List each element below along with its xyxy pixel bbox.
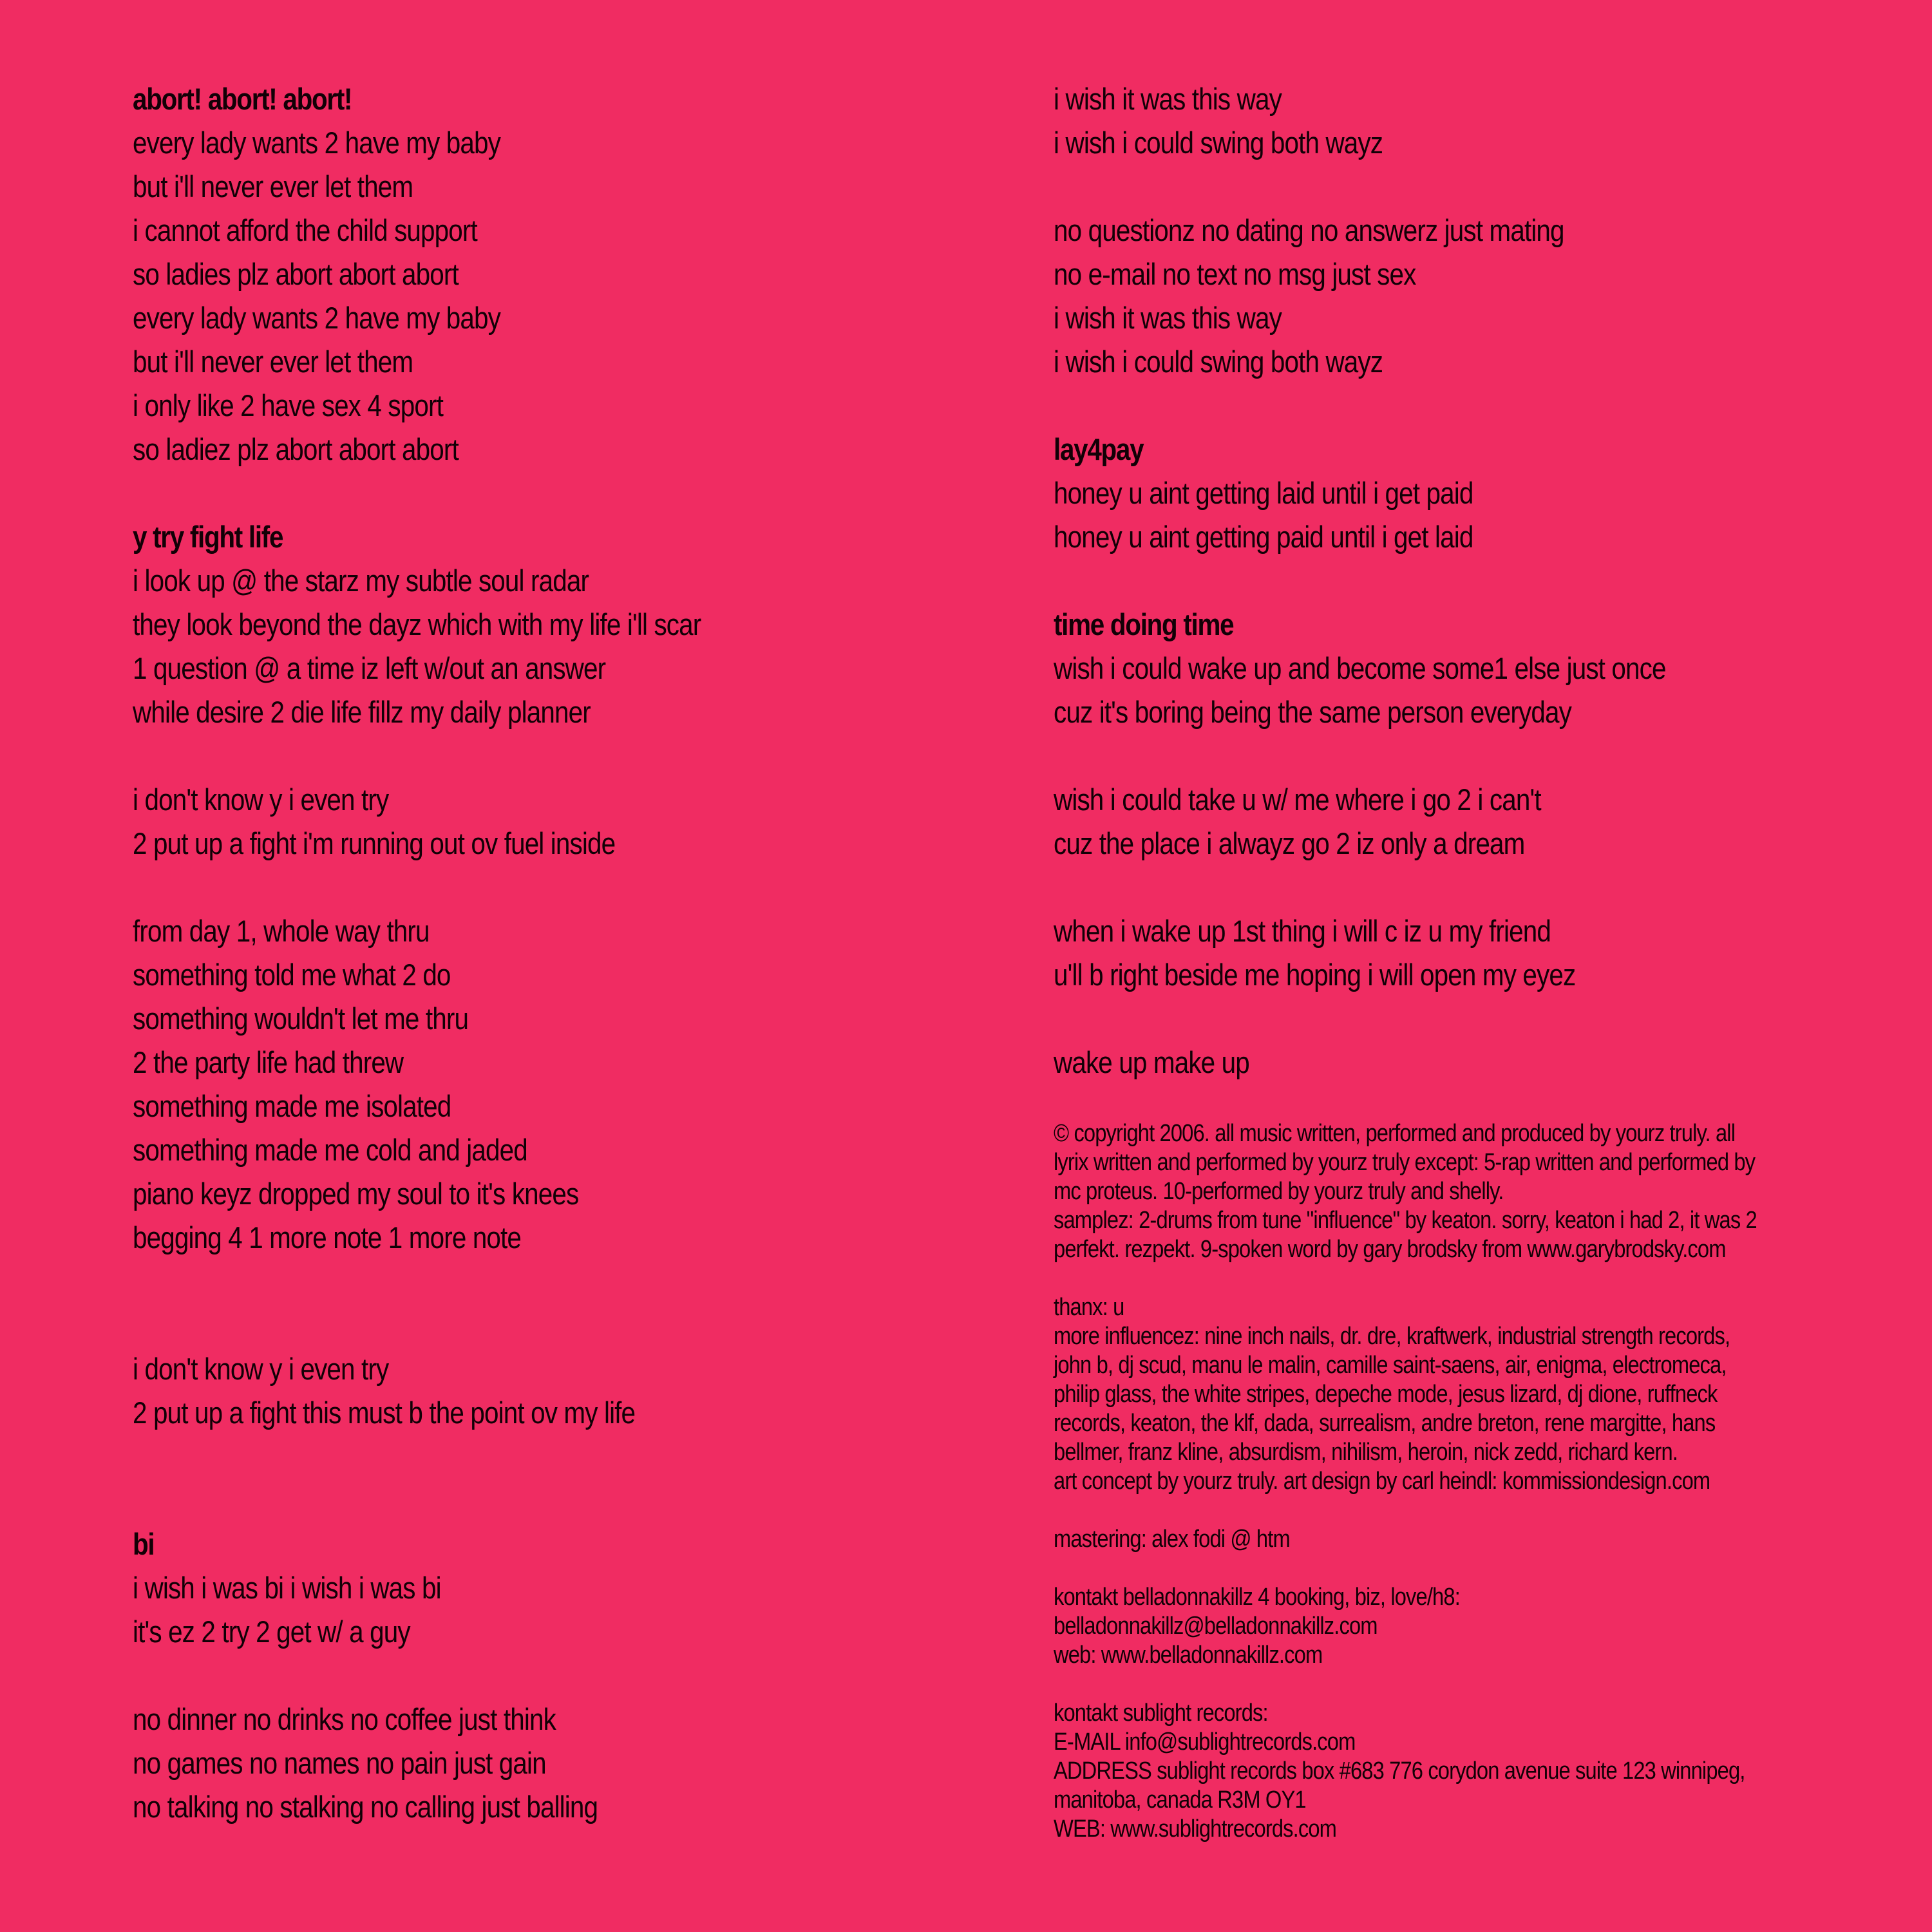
lyric-line: cuz it's boring being the same person everyday: [1054, 695, 1571, 729]
credits-copyright-block: [1054, 1119, 1884, 1264]
credit-line: thanx: u: [1054, 1294, 1124, 1321]
credit-gap: [1054, 1554, 1884, 1583]
lyric-line: while desire 2 die life fillz my daily planner: [133, 695, 591, 729]
lyric-line: u'll b right beside me hoping i will open my eyez: [1054, 958, 1576, 992]
credit-line: kontakt sublight records:: [1054, 1700, 1268, 1727]
lyric-line: i wish i could swing both wayz: [1054, 126, 1383, 160]
liner-credits: [1054, 1119, 1884, 1844]
song-y-try-fight-life: [133, 515, 1021, 1435]
lyric-line: from day 1, whole way thru: [133, 914, 430, 948]
lyric-line: honey u aint getting laid until i get paid: [1054, 476, 1473, 510]
credit-line: mastering: alex fodi @ htm: [1054, 1526, 1290, 1553]
lyric-line: i wish i was bi i wish i was bi: [133, 1571, 441, 1605]
credits-contact-label-block: [1054, 1699, 1884, 1844]
lyric-line: no games no names no pain just gain: [133, 1746, 546, 1780]
song-title: bi: [133, 1527, 155, 1561]
lyric-line: i look up @ the starz my subtle soul radar: [133, 564, 589, 598]
credit-line: more influencez: nine inch nails, dr. dre, kraftwerk, industrial strength records,: [1054, 1323, 1730, 1350]
lyric-line: wish i could take u w/ me where i go 2 i can't: [1054, 782, 1541, 817]
lyric-line: they look beyond the dayz which with my life i'll scar: [133, 607, 701, 641]
stanza-gap: [133, 734, 1021, 778]
song-title: abort! abort! abort!: [133, 82, 352, 116]
credit-line: perfekt. rezpekt. 9-spoken word by gary brodsky from www.garybrodsky.com: [1054, 1236, 1726, 1263]
credit-line: samplez: 2-drums from tune "influence" by keaton. sorry, keaton i had 2, it was 2: [1054, 1207, 1757, 1234]
lyric-line: when i wake up 1st thing i will c iz u my friend: [1054, 914, 1551, 948]
lyric-line: begging 4 1 more note 1 more note: [133, 1220, 522, 1255]
lyric-line: i wish it was this way: [1054, 301, 1282, 335]
lyric-line: 2 the party life had threw: [133, 1045, 404, 1079]
left-column: [133, 77, 1021, 1829]
lyric-line: i wish i could swing both wayz: [1054, 345, 1383, 379]
credit-line: WEB: www.sublightrecords.com: [1054, 1815, 1337, 1842]
credit-gap: [1054, 1670, 1884, 1699]
credit-line: records, keaton, the klf, dada, surrealism, andre breton, rene margitte, hans: [1054, 1410, 1716, 1437]
lyric-line: i don't know y i even try: [133, 1352, 389, 1386]
stanza-gap: [1054, 384, 1891, 428]
lyric-line: i cannot afford the child support: [133, 213, 477, 247]
credit-line: kontakt belladonnakillz 4 booking, biz, love/h8:: [1054, 1584, 1460, 1611]
song-title: time doing time: [1054, 607, 1234, 641]
credit-line: philip glass, the white stripes, depeche mode, jesus lizard, dj dione, ruffneck: [1054, 1381, 1718, 1408]
lyric-line: no talking no stalking no calling just balling: [133, 1790, 598, 1824]
stanza-gap: [133, 1654, 1021, 1698]
stanza-gap: [133, 1435, 1021, 1522]
credit-line: © copyright 2006. all music written, performed and produced by yourz truly. all: [1054, 1120, 1736, 1147]
lyric-line: cuz the place i alwayz go 2 iz only a dream: [1054, 826, 1525, 860]
lyric-line: every lady wants 2 have my baby: [133, 301, 500, 335]
lyric-line: 1 question @ a time iz left w/out an answer: [133, 651, 606, 685]
credit-line: E-MAIL info@sublightrecords.com: [1054, 1728, 1356, 1756]
song-time-doing-time: [1054, 603, 1891, 1084]
lyric-line: but i'll never ever let them: [133, 345, 413, 379]
credit-line: web: www.belladonnakillz.com: [1054, 1642, 1323, 1669]
stanza-gap: [133, 1260, 1021, 1347]
right-column: [1054, 77, 1891, 1084]
lyric-line: 2 put up a fight this must b the point ov my life: [133, 1396, 636, 1430]
lyric-line: no dinner no drinks no coffee just think: [133, 1702, 556, 1736]
lyric-line: so ladiez plz abort abort abort: [133, 432, 459, 466]
credit-line: belladonnakillz@belladonnakillz.com: [1054, 1613, 1378, 1640]
lyric-line: something told me what 2 do: [133, 958, 451, 992]
song-abort: [133, 77, 1021, 471]
song-title: lay4pay: [1054, 432, 1144, 466]
credit-line: lyrix written and performed by yourz truly except: 5-rap written and performed by: [1054, 1149, 1756, 1176]
lyric-line: honey u aint getting paid until i get laid: [1054, 520, 1473, 554]
lyric-line: something wouldn't let me thru: [133, 1001, 469, 1036]
lyric-line: 2 put up a fight i'm running out ov fuel inside: [133, 826, 616, 860]
credit-line: mc proteus. 10-performed by yourz truly and shelly.: [1054, 1178, 1504, 1205]
credit-line: ADDRESS sublight records box #683 776 corydon avenue suite 123 winnipeg,: [1054, 1757, 1745, 1785]
credit-line: manitoba, canada R3M OY1: [1054, 1786, 1306, 1814]
stanza-gap: [1054, 866, 1891, 909]
lyric-line: so ladies plz abort abort abort: [133, 257, 459, 291]
song-title: y try fight life: [133, 520, 283, 554]
song-bi: [133, 1522, 1021, 1829]
stanza-gap: [1054, 734, 1891, 778]
lyric-line: wake up make up: [1054, 1045, 1249, 1079]
stanza-gap: [1054, 559, 1891, 603]
song-lay4pay: [1054, 428, 1891, 559]
lyric-line: i don't know y i even try: [133, 782, 389, 817]
stanza-gap: [1054, 997, 1891, 1041]
lyric-line: something made me isolated: [133, 1089, 451, 1123]
credit-line: john b, dj scud, manu le malin, camille saint-saens, air, enigma, electromeca,: [1054, 1352, 1727, 1379]
lyric-line: i only like 2 have sex 4 sport: [133, 388, 443, 422]
lyric-line: something made me cold and jaded: [133, 1133, 527, 1167]
credit-line: art concept by yourz truly. art design by carl heindl: kommissiondesign.com: [1054, 1468, 1710, 1495]
credit-gap: [1054, 1496, 1884, 1525]
song-bi-continued: [1054, 77, 1891, 384]
lyric-line: i wish it was this way: [1054, 82, 1282, 116]
lyric-line: wish i could wake up and become some1 else just once: [1054, 651, 1666, 685]
credits-thanks-block: [1054, 1293, 1884, 1496]
credits-contact-band-block: [1054, 1583, 1884, 1670]
credit-line: bellmer, franz kline, absurdism, nihilism, heroin, nick zedd, richard kern.: [1054, 1439, 1678, 1466]
lyric-line: no e-mail no text no msg just sex: [1054, 257, 1416, 291]
lyric-line: no questionz no dating no answerz just mating: [1054, 213, 1564, 247]
stanza-gap: [133, 866, 1021, 909]
lyric-line: it's ez 2 try 2 get w/ a guy: [133, 1615, 410, 1649]
stanza-gap: [1054, 165, 1891, 209]
credit-gap: [1054, 1264, 1884, 1293]
lyric-line: every lady wants 2 have my baby: [133, 126, 500, 160]
lyric-line: piano keyz dropped my soul to it's knees: [133, 1177, 579, 1211]
stanza-gap: [133, 471, 1021, 515]
lyric-line: but i'll never ever let them: [133, 169, 413, 204]
credits-mastering-block: [1054, 1525, 1884, 1554]
